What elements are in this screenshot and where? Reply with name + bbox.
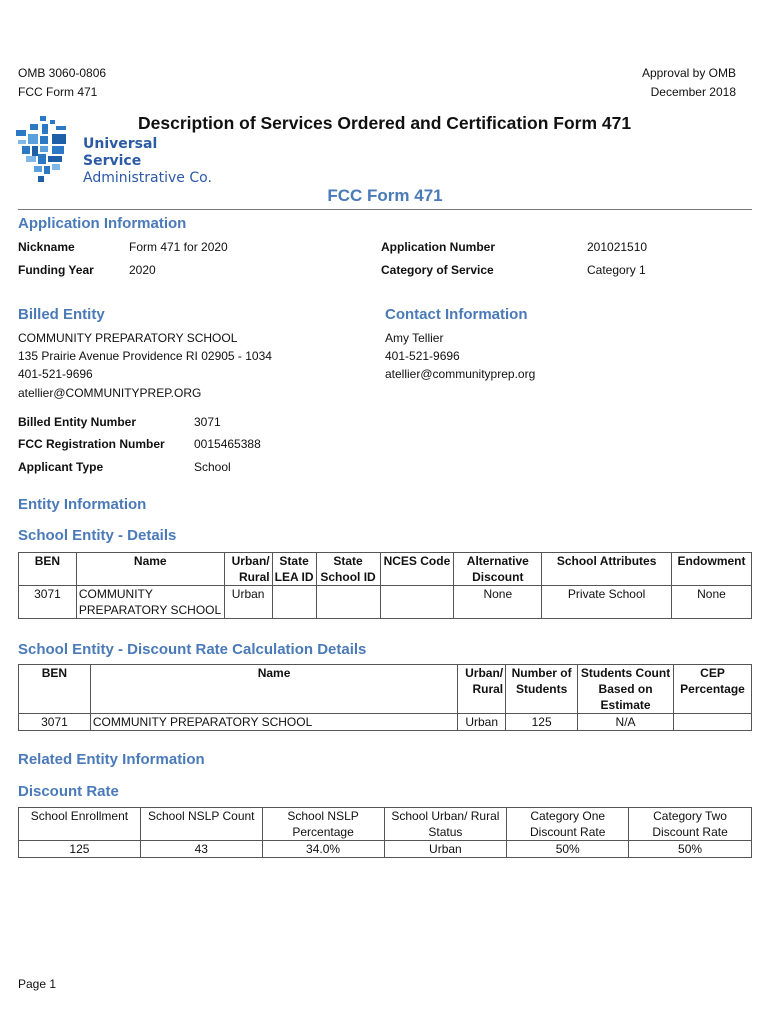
header-left [18,64,106,102]
approval-text: Approval by OMB [641,66,736,80]
table-header-row [19,665,752,714]
col-header: CEP Percentage [674,665,752,714]
contact-phone: 401-521-9696 [385,349,460,363]
cell-ben: 3071 [19,586,77,619]
cell-enrollment: 125 [19,841,141,858]
funding-year-label: Funding Year [18,263,94,277]
discount-rate-table [18,807,752,858]
discount-calc-heading: School Entity - Discount Rate Calculation Details [18,641,367,658]
cell-ben: 3071 [19,714,91,731]
col-header: BEN [19,553,77,586]
contact-name: Amy Tellier [385,331,444,345]
cell-alt-discount: None [454,586,542,619]
col-header: Endowment [671,553,751,586]
cell-urban: Urban [458,714,506,731]
billed-entity-address: 135 Prairie Avenue Providence RI 02905 - 1034 [18,349,272,363]
applicant-type-label: Applicant Type [18,460,104,474]
nickname-label: Nickname [18,240,75,254]
usac-logo-mark-icon [16,114,80,186]
cell-students: 125 [506,714,578,731]
cell-estimate: N/A [578,714,674,731]
col-header: Students Count Based on Estimate [578,665,674,714]
table-row [19,714,752,731]
discount-rate-heading: Discount Rate [18,783,119,800]
cell-cat1-rate: 50% [507,841,629,858]
funding-year-value: 2020 [129,263,156,277]
cell-endowment: None [671,586,751,619]
col-header: Category One Discount Rate [507,808,629,841]
cell-cep [674,714,752,731]
billed-entity-name: COMMUNITY PREPARATORY SCHOOL [18,331,238,345]
omb-number: OMB 3060-0806 [18,66,107,80]
logo-line2: Administrative Co. [83,170,212,186]
approval-date: December 2018 [650,85,736,99]
col-header: Category Two Discount Rate [629,808,752,841]
ben-label: Billed Entity Number [18,415,137,429]
logo-line1: Universal Service [83,136,158,169]
cell-attributes: Private School [542,586,672,619]
form-title: FCC Form 471 [327,186,443,205]
table-header-row [19,808,752,841]
related-entity-heading: Related Entity Information [18,751,205,768]
category-value: Category 1 [587,263,646,277]
col-header: Urban/ Rural [458,665,506,714]
col-header: School NSLP Percentage [262,808,384,841]
cell-nces [380,586,454,619]
billed-entity-heading: Billed Entity [18,306,105,323]
header-right [642,64,736,102]
cell-school-id [316,586,380,619]
page-number: Page 1 [18,977,57,991]
applicant-type-value: School [194,460,231,474]
col-header: Urban/ Rural [224,553,272,586]
col-header: BEN [19,665,91,714]
billed-entity-phone: 401-521-9696 [18,367,93,381]
cell-urban: Urban [224,586,272,619]
school-details-table [18,552,752,619]
col-header: Number of Students [506,665,578,714]
col-header: NCES Code [380,553,454,586]
application-info-heading: Application Information [18,215,187,232]
table-row [19,586,752,619]
contact-email: atellier@communityprep.org [385,367,536,381]
billed-entity-email: atellier@COMMUNITYPREP.ORG [18,386,202,400]
discount-calc-table [18,664,752,731]
cell-lea [272,586,316,619]
cell-name: COMMUNITY PREPARATORY SCHOOL [90,714,457,731]
document-title: Description of Services Ordered and Certification Form 471 [138,113,632,133]
col-header: School Attributes [542,553,672,586]
application-number-value: 201021510 [587,240,648,254]
table-header-row [19,553,752,586]
fcc-registration-label: FCC Registration Number [18,437,165,451]
table-row [19,841,752,858]
school-details-heading: School Entity - Details [18,527,177,544]
application-number-label: Application Number [381,240,496,254]
cell-nslp-count: 43 [140,841,262,858]
col-header: Name [76,553,224,586]
fcc-registration-value: 0015465388 [194,437,261,451]
category-label: Category of Service [381,263,494,277]
title-divider [18,209,752,210]
col-header: State School ID [316,553,380,586]
col-header: School Enrollment [19,808,141,841]
cell-cat2-rate: 50% [629,841,752,858]
nickname-value: Form 471 for 2020 [129,240,228,254]
form-number: FCC Form 471 [18,85,98,99]
col-header: State LEA ID [272,553,316,586]
col-header: School Urban/ Rural Status [384,808,507,841]
col-header: School NSLP Count [140,808,262,841]
entity-info-heading: Entity Information [18,496,147,513]
col-header: Name [90,665,457,714]
col-header: Alternative Discount [454,553,542,586]
ben-value: 3071 [194,415,221,429]
contact-info-heading: Contact Information [385,306,528,323]
cell-urban-status: Urban [384,841,507,858]
cell-name: COMMUNITY PREPARATORY SCHOOL [76,586,224,619]
cell-nslp-percentage: 34.0% [262,841,384,858]
